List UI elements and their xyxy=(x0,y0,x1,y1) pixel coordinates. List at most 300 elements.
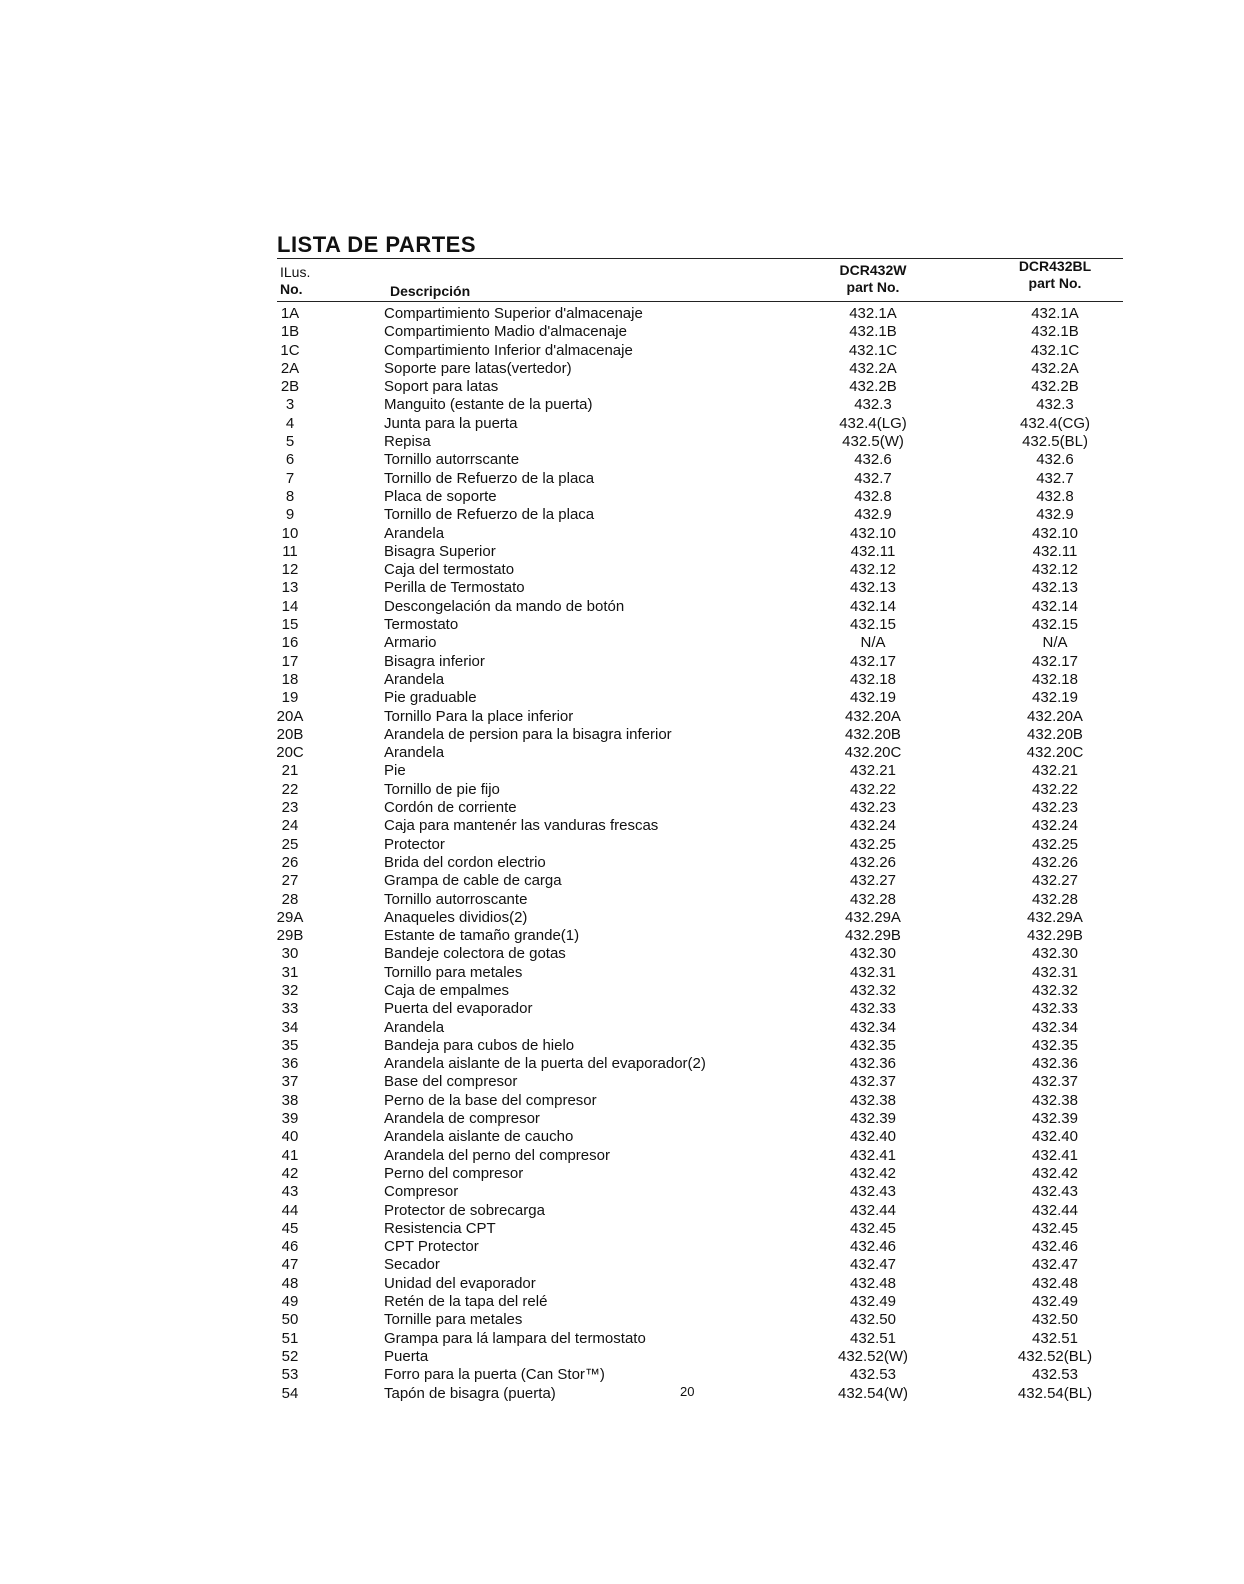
part-number-dcr432bl: 432.6 xyxy=(1036,451,1074,469)
part-number-dcr432w: 432.43 xyxy=(850,1183,896,1201)
header-no: No. xyxy=(280,281,303,297)
part-number-dcr432bl: 432.2A xyxy=(1031,359,1079,377)
item-number: 53 xyxy=(281,1366,299,1384)
item-description: Arandela xyxy=(384,670,445,688)
item-description: Secador xyxy=(384,1256,440,1274)
part-number-dcr432w: 432.17 xyxy=(850,652,896,670)
table-row xyxy=(0,945,1244,963)
part-number-dcr432w: 432.36 xyxy=(850,1055,896,1073)
part-number-dcr432bl: 432.20A xyxy=(1027,707,1083,725)
parts-table xyxy=(0,305,1244,1403)
part-number-dcr432bl: 432.8 xyxy=(1036,487,1074,505)
part-number-dcr432bl: 432.13 xyxy=(1032,579,1078,597)
part-number-dcr432w: 432.40 xyxy=(850,1128,896,1146)
part-number-dcr432w: 432.24 xyxy=(850,817,896,835)
page-number: 20 xyxy=(680,1384,695,1399)
part-number-dcr432bl: 432.42 xyxy=(1032,1164,1078,1182)
item-description: Tornillo de pie fijo xyxy=(384,780,500,798)
table-row xyxy=(0,1183,1244,1201)
part-number-dcr432bl: 432.9 xyxy=(1036,506,1074,524)
part-number-dcr432bl: 432.28 xyxy=(1032,890,1078,908)
item-description: Puerta xyxy=(384,1347,429,1365)
header-ilus: ILus. xyxy=(280,264,311,280)
item-description: Compartimiento Madio d'almacenaje xyxy=(384,323,627,341)
item-number: 15 xyxy=(281,616,299,634)
part-number-dcr432w: 432.22 xyxy=(850,780,896,798)
part-number-dcr432bl: 432.52(BL) xyxy=(1017,1347,1093,1365)
item-number: 29B xyxy=(276,927,304,945)
item-description: Puerta del evaporador xyxy=(384,1000,533,1018)
item-description: Compartimiento Inferior d'almacenaje xyxy=(384,341,633,359)
item-number: 6 xyxy=(285,451,295,469)
part-number-dcr432bl: 432.19 xyxy=(1032,689,1078,707)
part-number-dcr432w: 432.7 xyxy=(854,469,892,487)
table-row xyxy=(0,1311,1244,1329)
part-number-dcr432w: 432.39 xyxy=(850,1110,896,1128)
part-number-dcr432w: 432.37 xyxy=(850,1073,896,1091)
item-number: 43 xyxy=(281,1183,299,1201)
part-number-dcr432bl: 432.29A xyxy=(1027,908,1083,926)
part-number-dcr432w: 432.4(LG) xyxy=(839,414,907,432)
part-number-dcr432w: 432.35 xyxy=(850,1036,896,1054)
item-number: 5 xyxy=(285,433,295,451)
item-number: 14 xyxy=(281,597,299,615)
part-number-dcr432bl: 432.21 xyxy=(1032,762,1078,780)
part-number-dcr432bl: 432.35 xyxy=(1032,1036,1078,1054)
part-number-dcr432w: 432.32 xyxy=(850,981,896,999)
item-description: Tapón de bisagra (puerta) xyxy=(384,1384,556,1402)
table-row xyxy=(0,1037,1244,1055)
part-number-dcr432w: 432.23 xyxy=(850,799,896,817)
table-row xyxy=(0,415,1244,433)
table-row xyxy=(0,744,1244,762)
table-row xyxy=(0,1220,1244,1238)
part-number-dcr432bl: 432.37 xyxy=(1032,1073,1078,1091)
part-number-dcr432bl: 432.10 xyxy=(1032,524,1078,542)
part-number-dcr432w: 432.12 xyxy=(850,561,896,579)
part-number-dcr432w: 432.47 xyxy=(850,1256,896,1274)
part-number-dcr432w: 432.14 xyxy=(850,597,896,615)
item-number: 20C xyxy=(276,744,304,762)
item-number: 45 xyxy=(281,1219,299,1237)
part-number-dcr432w: 432.20B xyxy=(845,725,901,743)
part-number-dcr432bl: 432.40 xyxy=(1032,1128,1078,1146)
table-row xyxy=(0,433,1244,451)
item-description: Base del compresor xyxy=(384,1073,518,1091)
table-row xyxy=(0,561,1244,579)
item-number: 8 xyxy=(285,487,295,505)
item-number: 54 xyxy=(281,1384,299,1402)
item-number: 39 xyxy=(281,1110,299,1128)
part-number-dcr432bl: 432.46 xyxy=(1032,1238,1078,1256)
item-description: Arandela aislante de la puerta del evaporador(2) xyxy=(384,1055,706,1073)
item-description: Tornillo autorroscante xyxy=(384,890,528,908)
part-number-dcr432bl: 432.29B xyxy=(1027,927,1083,945)
table-row xyxy=(0,854,1244,872)
table-row xyxy=(0,1330,1244,1348)
item-number: 1B xyxy=(280,323,300,341)
item-number: 31 xyxy=(281,963,299,981)
item-description: Grampa de cable de carga xyxy=(384,872,562,890)
item-number: 46 xyxy=(281,1238,299,1256)
item-number: 35 xyxy=(281,1036,299,1054)
item-number: 3 xyxy=(285,396,295,414)
header-model-dcr432w-partno: part No. xyxy=(846,279,900,295)
part-number-dcr432bl: 432.27 xyxy=(1032,872,1078,890)
part-number-dcr432bl: 432.44 xyxy=(1032,1201,1078,1219)
item-description: Protector de sobrecarga xyxy=(384,1201,545,1219)
item-description: Caja de empalmes xyxy=(384,981,510,999)
header-model-dcr432bl-partno: part No. xyxy=(1028,275,1082,291)
item-number: 29A xyxy=(276,908,304,926)
item-description: Tornillo autorrscante xyxy=(384,451,520,469)
item-description: Bisagra Superior xyxy=(384,542,496,560)
item-number: 36 xyxy=(281,1055,299,1073)
part-number-dcr432bl: 432.5(BL) xyxy=(1022,433,1088,451)
item-description: Manguito (estante de la puerta) xyxy=(384,396,593,414)
part-number-dcr432bl: 432.53 xyxy=(1032,1366,1078,1384)
part-number-dcr432w: 432.11 xyxy=(850,542,896,560)
part-number-dcr432w: 432.30 xyxy=(850,945,896,963)
part-number-dcr432bl: 432.36 xyxy=(1032,1055,1078,1073)
table-row xyxy=(0,470,1244,488)
table-row xyxy=(0,1000,1244,1018)
part-number-dcr432bl: 432.50 xyxy=(1032,1311,1078,1329)
table-row xyxy=(0,451,1244,469)
part-number-dcr432w: 432.21 xyxy=(850,762,896,780)
table-row xyxy=(0,323,1244,341)
table-row xyxy=(0,616,1244,634)
item-number: 28 xyxy=(281,890,299,908)
table-row xyxy=(0,708,1244,726)
item-number: 44 xyxy=(281,1201,299,1219)
item-description: Caja del termostato xyxy=(384,561,515,579)
item-description: Compartimiento Superior d'almacenaje xyxy=(384,305,643,322)
item-description: Perno de la base del compresor xyxy=(384,1091,597,1109)
item-number: 20A xyxy=(276,707,304,725)
part-number-dcr432bl: 432.15 xyxy=(1032,616,1078,634)
part-number-dcr432bl: 432.4(CG) xyxy=(1019,414,1091,432)
item-description: Descongelación da mando de botón xyxy=(384,597,625,615)
part-number-dcr432bl: 432.38 xyxy=(1032,1091,1078,1109)
item-number: 51 xyxy=(281,1329,299,1347)
header-description: Descripción xyxy=(390,283,471,299)
item-description: Soport para latas xyxy=(384,378,499,396)
item-description: Retén de la tapa del relé xyxy=(384,1293,548,1311)
part-number-dcr432w: 432.25 xyxy=(850,835,896,853)
item-description: Brida del cordon electrio xyxy=(384,853,546,871)
item-number: 9 xyxy=(285,506,295,524)
part-number-dcr432w: 432.8 xyxy=(854,487,892,505)
part-number-dcr432bl: 432.20B xyxy=(1027,725,1083,743)
part-number-dcr432bl: 432.17 xyxy=(1032,652,1078,670)
table-row xyxy=(0,1110,1244,1128)
item-number: 20B xyxy=(276,725,304,743)
item-description: Arandela xyxy=(384,1018,445,1036)
table-row xyxy=(0,982,1244,1000)
item-description: Arandela xyxy=(384,744,445,762)
item-description: Bisagra inferior xyxy=(384,652,485,670)
part-number-dcr432bl: 432.39 xyxy=(1032,1110,1078,1128)
item-description: Arandela aislante de caucho xyxy=(384,1128,574,1146)
part-number-dcr432w: 432.1C xyxy=(848,341,898,359)
part-number-dcr432w: 432.29B xyxy=(845,927,901,945)
item-description: Perilla de Termostato xyxy=(384,579,525,597)
part-number-dcr432w: 432.9 xyxy=(854,506,892,524)
item-description: Bandeje colectora de gotas xyxy=(384,945,566,963)
table-row xyxy=(0,799,1244,817)
part-number-dcr432w: 432.29A xyxy=(845,908,901,926)
item-number: 7 xyxy=(285,469,295,487)
item-number: 32 xyxy=(281,981,299,999)
part-number-dcr432w: 432.33 xyxy=(850,1000,896,1018)
header-rule xyxy=(277,301,1123,302)
item-description: Tornillo para metales xyxy=(384,963,523,981)
item-description: Grampa para lá lampara del termostato xyxy=(384,1329,646,1347)
table-row xyxy=(0,891,1244,909)
part-number-dcr432w: 432.15 xyxy=(850,616,896,634)
item-number: 25 xyxy=(281,835,299,853)
part-number-dcr432bl: 432.18 xyxy=(1032,670,1078,688)
part-number-dcr432w: 432.20C xyxy=(844,744,902,762)
part-number-dcr432w: 432.1A xyxy=(849,305,897,322)
header-model-dcr432bl: DCR432BL xyxy=(1018,258,1092,274)
item-description: Arandela de persion para la bisagra inferior xyxy=(384,725,672,743)
item-description: Anaqueles dividios(2) xyxy=(384,908,528,926)
item-description: Cordón de corriente xyxy=(384,799,517,817)
item-number: 18 xyxy=(281,670,299,688)
part-number-dcr432bl: 432.30 xyxy=(1032,945,1078,963)
part-number-dcr432w: 432.3 xyxy=(854,396,892,414)
table-row xyxy=(0,1073,1244,1091)
item-number: 49 xyxy=(281,1293,299,1311)
item-description: Protector xyxy=(384,835,445,853)
table-row xyxy=(0,342,1244,360)
item-description: Arandela del perno del compresor xyxy=(384,1146,610,1164)
item-number: 50 xyxy=(281,1311,299,1329)
item-number: 30 xyxy=(281,945,299,963)
item-number: 33 xyxy=(281,1000,299,1018)
table-row xyxy=(0,1256,1244,1274)
part-number-dcr432w: 432.51 xyxy=(850,1329,896,1347)
part-number-dcr432bl: 432.48 xyxy=(1032,1274,1078,1292)
table-row xyxy=(0,525,1244,543)
part-number-dcr432w: 432.49 xyxy=(850,1293,896,1311)
item-description: Estante de tamaño grande(1) xyxy=(384,927,580,945)
header-model-dcr432w: DCR432W xyxy=(839,262,907,278)
item-description: Tornillo Para la place inferior xyxy=(384,707,574,725)
table-row xyxy=(0,689,1244,707)
table-row xyxy=(0,1019,1244,1037)
item-description: Tornillo de Refuerzo de la placa xyxy=(384,469,595,487)
part-number-dcr432bl: 432.41 xyxy=(1032,1146,1078,1164)
part-number-dcr432w: 432.41 xyxy=(850,1146,896,1164)
item-number: 11 xyxy=(282,542,298,560)
part-number-dcr432w: 432.10 xyxy=(850,524,896,542)
table-row xyxy=(0,1092,1244,1110)
part-number-dcr432w: 432.53 xyxy=(850,1366,896,1384)
item-number: 38 xyxy=(281,1091,299,1109)
part-number-dcr432w: 432.52(W) xyxy=(837,1347,909,1365)
part-number-dcr432w: 432.2A xyxy=(849,359,897,377)
item-number: 26 xyxy=(281,853,299,871)
item-number: 41 xyxy=(281,1146,299,1164)
table-row xyxy=(0,781,1244,799)
part-number-dcr432w: 432.45 xyxy=(850,1219,896,1237)
part-number-dcr432w: 432.28 xyxy=(850,890,896,908)
table-row xyxy=(0,598,1244,616)
item-description: Resistencia CPT xyxy=(384,1219,496,1237)
part-number-dcr432w: 432.18 xyxy=(850,670,896,688)
part-number-dcr432bl: 432.51 xyxy=(1032,1329,1078,1347)
table-row xyxy=(0,1275,1244,1293)
part-number-dcr432w: 432.34 xyxy=(850,1018,896,1036)
table-row xyxy=(0,1348,1244,1366)
item-number: 27 xyxy=(281,872,299,890)
table-row xyxy=(0,579,1244,597)
part-number-dcr432w: 432.20A xyxy=(845,707,901,725)
table-row xyxy=(0,872,1244,890)
table-row xyxy=(0,1238,1244,1256)
part-number-dcr432bl: 432.12 xyxy=(1032,561,1078,579)
table-row xyxy=(0,1385,1244,1403)
part-number-dcr432bl: 432.3 xyxy=(1036,396,1074,414)
part-number-dcr432w: 432.1B xyxy=(849,323,897,341)
item-number: 4 xyxy=(285,414,295,432)
table-row xyxy=(0,378,1244,396)
part-number-dcr432bl: 432.25 xyxy=(1032,835,1078,853)
item-description: Termostato xyxy=(384,616,459,634)
part-number-dcr432bl: 432.1B xyxy=(1031,323,1079,341)
table-row xyxy=(0,964,1244,982)
item-number: 19 xyxy=(281,689,299,707)
table-row xyxy=(0,1128,1244,1146)
item-number: 16 xyxy=(281,634,299,652)
item-number: 1C xyxy=(280,341,300,359)
part-number-dcr432bl: 432.43 xyxy=(1032,1183,1078,1201)
item-number: 22 xyxy=(281,780,299,798)
item-description: Armario xyxy=(384,634,437,652)
table-row xyxy=(0,671,1244,689)
part-number-dcr432bl: 432.14 xyxy=(1032,597,1078,615)
table-row xyxy=(0,1165,1244,1183)
table-row xyxy=(0,726,1244,744)
table-row xyxy=(0,762,1244,780)
part-number-dcr432bl: 432.33 xyxy=(1032,1000,1078,1018)
item-number: 1A xyxy=(280,305,300,322)
item-number: 12 xyxy=(281,561,299,579)
part-number-dcr432bl: 432.1C xyxy=(1030,341,1080,359)
item-description: Compresor xyxy=(384,1183,459,1201)
part-number-dcr432w: 432.50 xyxy=(850,1311,896,1329)
part-number-dcr432w: 432.48 xyxy=(850,1274,896,1292)
part-number-dcr432w: 432.42 xyxy=(850,1164,896,1182)
table-row xyxy=(0,1202,1244,1220)
item-number: 24 xyxy=(281,817,299,835)
item-description: Repisa xyxy=(384,433,431,451)
item-description: Tornille para metales xyxy=(384,1311,523,1329)
part-number-dcr432w: 432.44 xyxy=(850,1201,896,1219)
table-row xyxy=(0,506,1244,524)
part-number-dcr432w: 432.46 xyxy=(850,1238,896,1256)
part-number-dcr432w: 432.6 xyxy=(854,451,892,469)
table-row xyxy=(0,543,1244,561)
part-number-dcr432w: 432.13 xyxy=(850,579,896,597)
item-description: CPT Protector xyxy=(384,1238,479,1256)
item-description: Pie graduable xyxy=(384,689,477,707)
table-row xyxy=(0,1055,1244,1073)
table-row xyxy=(0,634,1244,652)
part-number-dcr432bl: 432.34 xyxy=(1032,1018,1078,1036)
table-row xyxy=(0,927,1244,945)
part-number-dcr432w: 432.5(W) xyxy=(842,433,904,451)
item-number: 13 xyxy=(281,579,299,597)
table-row xyxy=(0,360,1244,378)
part-number-dcr432bl: 432.20C xyxy=(1026,744,1084,762)
item-description: Placa de soporte xyxy=(384,487,497,505)
item-description: Forro para la puerta (Can Stor™) xyxy=(384,1366,605,1384)
part-number-dcr432bl: 432.26 xyxy=(1032,853,1078,871)
part-number-dcr432w: 432.19 xyxy=(850,689,896,707)
part-number-dcr432bl: 432.32 xyxy=(1032,981,1078,999)
item-description: Soporte pare latas(vertedor) xyxy=(384,359,572,377)
item-number: 47 xyxy=(281,1256,299,1274)
item-number: 23 xyxy=(281,799,299,817)
item-description: Pie xyxy=(384,762,406,780)
item-description: Caja para mantenér las vanduras frescas xyxy=(384,817,659,835)
table-row xyxy=(0,817,1244,835)
part-number-dcr432w: 432.31 xyxy=(850,963,896,981)
item-number: 37 xyxy=(281,1073,299,1091)
part-number-dcr432w: 432.27 xyxy=(850,872,896,890)
item-number: 48 xyxy=(281,1274,299,1292)
part-number-dcr432bl: 432.22 xyxy=(1032,780,1078,798)
table-row xyxy=(0,653,1244,671)
part-number-dcr432bl: 432.2B xyxy=(1031,378,1079,396)
item-description: Bandeja para cubos de hielo xyxy=(384,1036,575,1054)
part-number-dcr432bl: 432.47 xyxy=(1032,1256,1078,1274)
item-description: Arandela de compresor xyxy=(384,1110,540,1128)
table-row xyxy=(0,1366,1244,1384)
table-row xyxy=(0,909,1244,927)
part-number-dcr432bl: 432.23 xyxy=(1032,799,1078,817)
item-description: Junta para la puerta xyxy=(384,414,518,432)
table-row xyxy=(0,1293,1244,1311)
item-number: 10 xyxy=(281,524,299,542)
part-number-dcr432bl: 432.49 xyxy=(1032,1293,1078,1311)
item-description: Tornillo de Refuerzo de la placa xyxy=(384,506,595,524)
part-number-dcr432w: 432.54(W) xyxy=(837,1384,909,1402)
part-number-dcr432w: 432.2B xyxy=(849,378,897,396)
part-number-dcr432bl: N/A xyxy=(1042,634,1068,652)
table-row xyxy=(0,305,1244,323)
part-number-dcr432bl: 432.11 xyxy=(1032,542,1078,560)
item-number: 52 xyxy=(281,1347,299,1365)
item-number: 17 xyxy=(281,652,299,670)
table-row xyxy=(0,396,1244,414)
part-number-dcr432w: 432.38 xyxy=(850,1091,896,1109)
part-number-dcr432bl: 432.24 xyxy=(1032,817,1078,835)
item-description: Arandela xyxy=(384,524,445,542)
item-number: 2B xyxy=(280,378,300,396)
page-title: LISTA DE PARTES xyxy=(277,232,476,257)
item-number: 21 xyxy=(281,762,299,780)
part-number-dcr432bl: 432.54(BL) xyxy=(1017,1384,1093,1402)
item-number: 34 xyxy=(281,1018,299,1036)
item-description: Unidad del evaporador xyxy=(384,1274,536,1292)
part-number-dcr432bl: 432.7 xyxy=(1036,469,1074,487)
part-number-dcr432bl: 432.1A xyxy=(1031,305,1079,322)
